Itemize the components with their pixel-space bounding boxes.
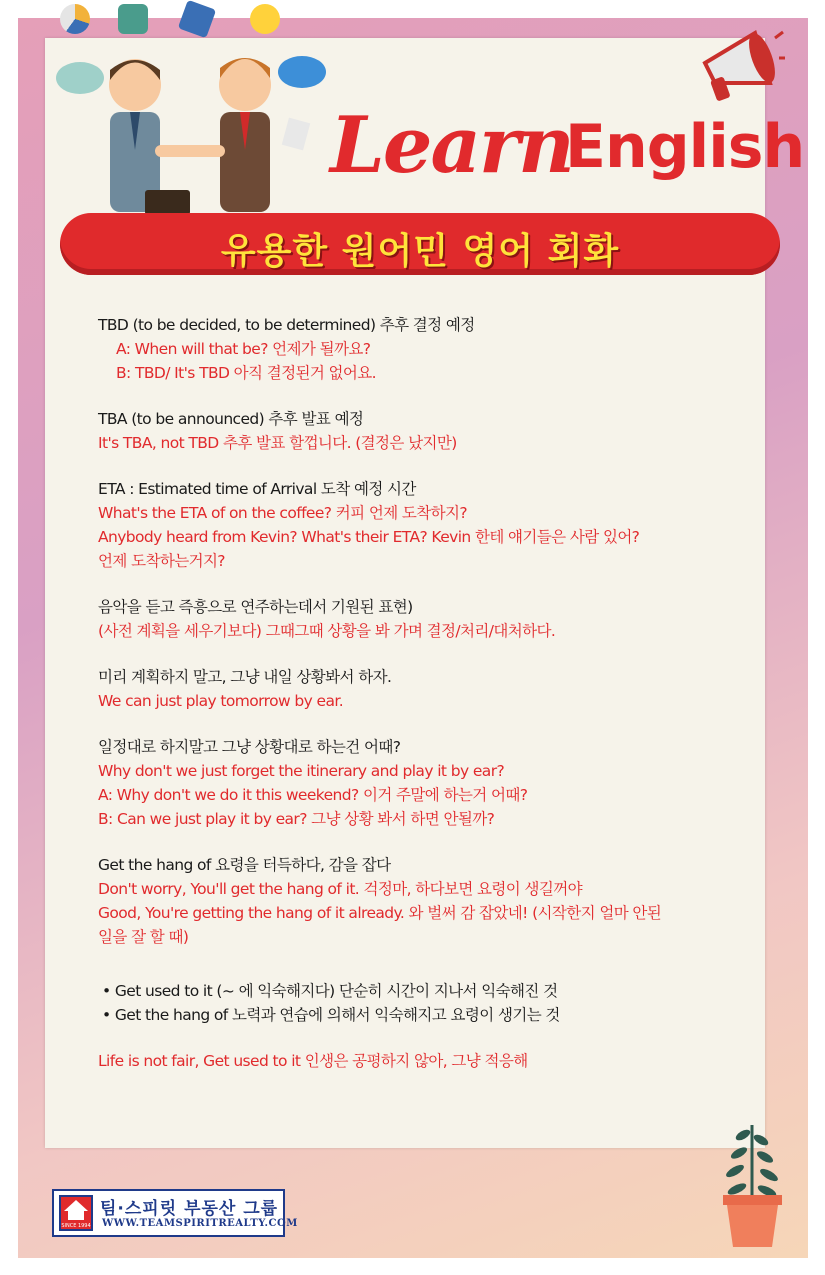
phrase-section	[98, 313, 758, 385]
phrase-heading: 음악을 듣고 즉흥으로 연주하는데서 기원된 표현)	[98, 598, 413, 616]
phrase-section	[98, 979, 758, 1027]
example-sentence: (사전 계획을 세우기보다) 그때그때 상황을 봐 가며 결정/처리/대처하다.	[98, 622, 556, 640]
phrase-heading: ETA : Estimated time of Arrival 도착 예정 시간	[98, 480, 416, 498]
example-sentence: A: Why don't we do it this weekend? 이거 주말에 하는거 어때?	[98, 786, 528, 804]
title-banner	[60, 213, 780, 275]
example-sentence: A: When will that be? 언제가 될까요?	[116, 340, 371, 358]
phrase-heading: 미리 계획하지 말고, 그냥 내일 상황봐서 하자.	[98, 668, 392, 686]
example-sentence: B: Can we just play it by ear? 그냥 상황 봐서 하면 안될까?	[98, 810, 495, 828]
speech-bubble-icon	[278, 56, 326, 88]
speech-bubble-icon	[56, 62, 104, 94]
book-icon	[178, 0, 216, 38]
megaphone-icon	[695, 28, 785, 108]
phrase-section	[98, 595, 758, 643]
clipboard-icon	[118, 4, 148, 34]
example-sentence: Life is not fair, Get used to it 인생은 공평하지 않아, 그냥 적응해	[98, 1052, 528, 1070]
phrase-section	[98, 735, 758, 831]
logo-website-url: WWW.TEAMSPIRITREALTY.COM	[102, 1218, 298, 1229]
logo-mark-graphic	[61, 1197, 91, 1229]
bullet-item: • Get used to it (~ 에 익숙해지다) 단순히 시간이 지나서 익숙해진 것	[102, 982, 558, 1000]
phrase-section	[98, 853, 758, 949]
banner-text: 유용한 원어민 영어 회화	[220, 231, 620, 272]
phrase-heading: 일정대로 하지말고 그냥 상황대로 하는건 어때?	[98, 738, 401, 756]
example-sentence: Why don't we just forget the itinerary and play it by ear?	[98, 762, 505, 780]
logo-since-text: SINCE 1994	[61, 1223, 91, 1229]
logo-company-name: 팀·스피릿 부동산 그룹	[100, 1199, 279, 1219]
top-decoration	[60, 0, 320, 40]
title-english: English	[565, 112, 805, 182]
example-sentence: Don't worry, You'll get the hang of it. 걱정마, 하다보면 요령이 생길꺼야	[98, 880, 582, 898]
company-logo	[52, 1189, 298, 1237]
plant-icon	[715, 1115, 790, 1250]
phrase-section	[98, 1049, 758, 1073]
lightbulb-icon	[250, 4, 280, 34]
phrase-list	[98, 313, 758, 1095]
phrase-section	[98, 665, 758, 713]
example-sentence: Anybody heard from Kevin? What's their ETA? Kevin 한테 얘기들은 사람 있어?	[98, 528, 640, 546]
example-sentence: 언제 도착하는거지?	[98, 552, 225, 570]
logo-house-icon	[59, 1195, 93, 1231]
phrase-section	[98, 477, 758, 573]
title-learn: Learn	[330, 100, 573, 191]
example-sentence: What's the ETA of on the coffee? 커피 언제 도착하지?	[98, 504, 468, 522]
example-sentence: B: TBD/ It's TBD 아직 결정된거 없어요.	[116, 364, 376, 382]
example-sentence: Good, You're getting the hang of it already. 와 벌써 감 잡았네! (시작한지 얼마 안된	[98, 904, 662, 922]
example-sentence: We can just play tomorrow by ear.	[98, 692, 344, 710]
example-sentence: It's TBA, not TBD 추후 발표 할껍니다. (결정은 났지만)	[98, 434, 457, 452]
phrase-heading: TBA (to be announced) 추후 발표 예정	[98, 410, 364, 428]
bullet-item: • Get the hang of 노력과 연습에 의해서 익숙해지고 요령이 생기는 것	[102, 1006, 560, 1024]
phrase-section	[98, 407, 758, 455]
handshake-illustration	[50, 40, 330, 215]
example-sentence: 일을 잘 할 때)	[98, 928, 189, 946]
phrase-heading: Get the hang of 요령을 터득하다, 감을 잡다	[98, 856, 391, 874]
phrase-heading: TBD (to be decided, to be determined) 추후 결정 예정	[98, 316, 475, 334]
pie-chart-icon	[60, 4, 90, 34]
